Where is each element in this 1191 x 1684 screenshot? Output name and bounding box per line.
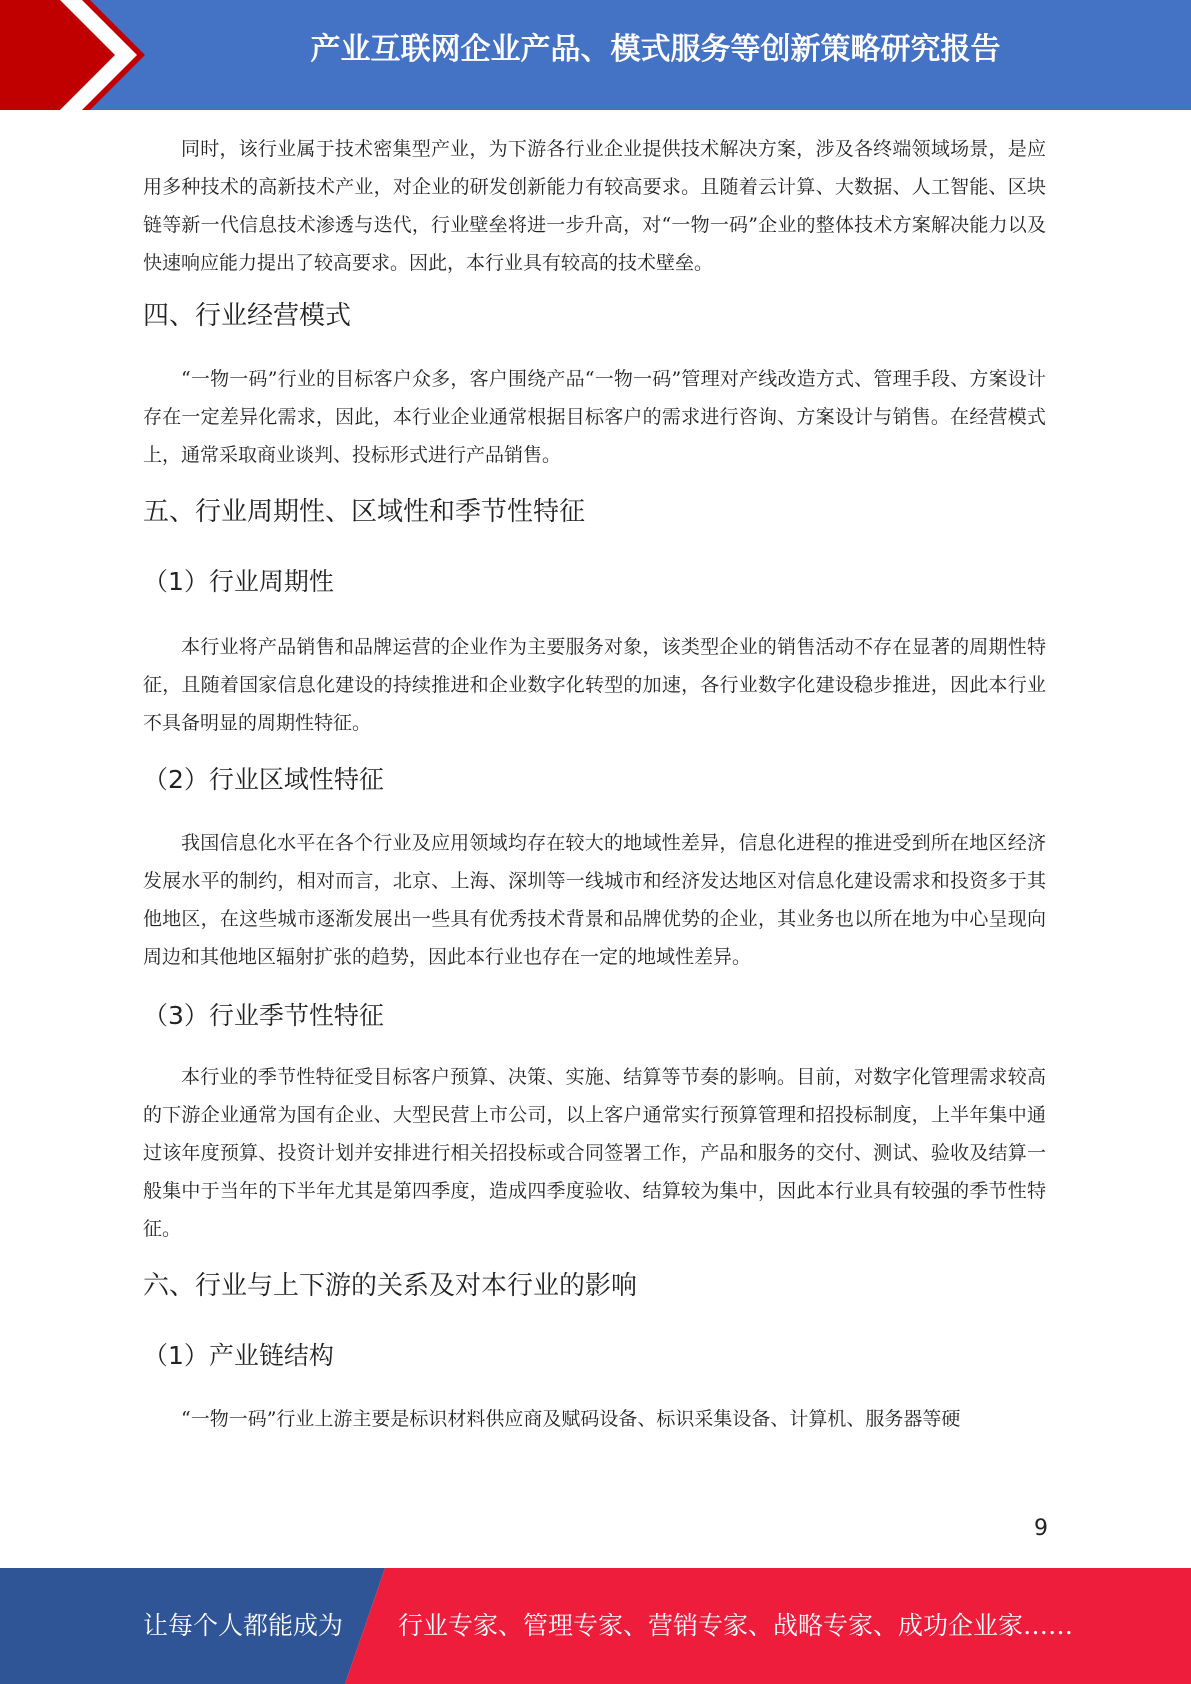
document-body — [143, 130, 1046, 1438]
heading-business-model: 四、行业经营模式 — [143, 301, 352, 331]
report-title: 产业互联网企业产品、模式服务等创新策略研究报告 — [310, 32, 1001, 67]
paragraph-cyclical: 本行业将产品销售和品牌运营的企业作为主要服务对象，该类型企业的销售活动不存在显著的周期性特征，且随着国家信息化建设的持续推进和企业数字化转型的加速，各行业数字化建设稳步推进，因此本行业不具备明显的周期性特征。 — [143, 636, 1046, 734]
page-header — [0, 0, 1191, 110]
footer-slogan-left: 让每个人都能成为 — [143, 1611, 344, 1640]
page-footer — [0, 1568, 1191, 1684]
paragraph-tech-barrier: 同时，该行业属于技术密集型产业，为下游各行业企业提供技术解决方案，涉及各终端领域场景，是应用多种技术的高新技术产业，对企业的研发创新能力有较高要求。且随着云计算、大数据、人工智能、区块链等新一代信息技术渗透与迭代，行业壁垒将进一步升高，对“一物一码”企业的整体技术方案解决能力以及快速响应能力提出了较高要求。因此，本行业具有较高的技术壁垒。 — [143, 138, 1046, 274]
heading-industry-chain: （1）产业链结构 — [143, 1341, 334, 1370]
heading-characteristics: 五、行业周期性、区域性和季节性特征 — [143, 497, 586, 527]
heading-cyclical: （1）行业周期性 — [143, 567, 334, 596]
heading-upstream-downstream: 六、行业与上下游的关系及对本行业的影响 — [143, 1271, 638, 1301]
page-number: 9 — [1034, 1516, 1048, 1541]
paragraph-regional: 我国信息化水平在各个行业及应用领域均存在较大的地域性差异，信息化进程的推进受到所在地区经济发展水平的制约，相对而言，北京、上海、深圳等一线城市和经济发达地区对信息化建设需求和投资多于其他地区，在这些城市逐渐发展出一些具有优秀技术背景和品牌优势的企业，其业务也以所在地为中心呈现向周边和其他地区辐射扩张的趋势，因此本行业也存在一定的地域性差异。 — [143, 832, 1046, 968]
paragraph-seasonal: 本行业的季节性特征受目标客户预算、决策、实施、结算等节奏的影响。目前，对数字化管理需求较高的下游企业通常为国有企业、大型民营上市公司，以上客户通常实行预算管理和招投标制度，上半年集中通过该年度预算、投资计划并安排进行相关招投标或合同签署工作，产品和服务的交付、测试、验收及结算一般集中于当年的下半年尤其是第四季度，造成四季度验收、结算较为集中，因此本行业具有较强的季节性特征。 — [143, 1066, 1046, 1240]
paragraph-business-model: “一物一码”行业的目标客户众多，客户围绕产品“一物一码”管理对产线改造方式、管理手段、方案设计存在一定差异化需求，因此，本行业企业通常根据目标客户的需求进行咨询、方案设计与销售。在经营模式上，通常采取商业谈判、投标形式进行产品销售。 — [143, 368, 1046, 466]
footer-slogan-right: 行业专家、管理专家、营销专家、战略专家、成功企业家…… — [398, 1611, 1074, 1640]
heading-seasonal: （3）行业季节性特征 — [143, 1001, 384, 1030]
header-arrow-decoration — [0, 0, 160, 110]
heading-regional: （2）行业区域性特征 — [143, 765, 384, 794]
paragraph-industry-chain: “一物一码”行业上游主要是标识材料供应商及赋码设备、标识采集设备、计算机、服务器等硬 — [181, 1408, 961, 1430]
